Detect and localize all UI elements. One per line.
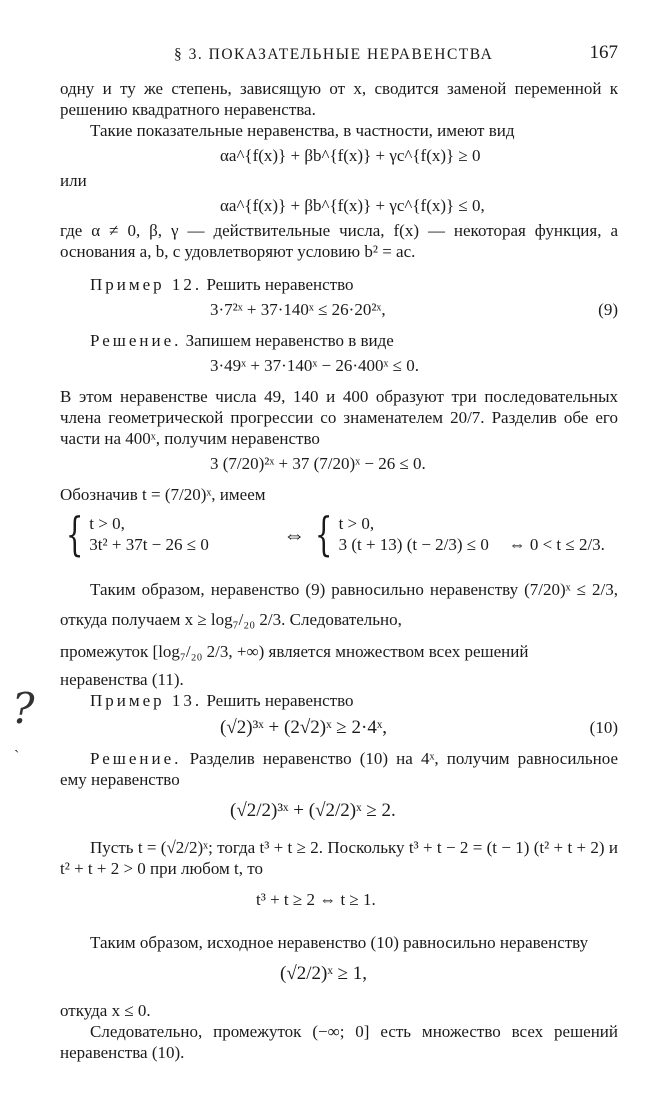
solution-12-statement bbox=[60, 330, 618, 351]
formula-f: (√2/2)ˣ ≥ 1, bbox=[280, 963, 368, 984]
paragraph-11: Следовательно, промежуток (−∞; 0] есть множество всех решений неравенства (10). bbox=[60, 1022, 618, 1062]
page-number: 167 bbox=[589, 42, 618, 63]
formula-b: αa^{f(x)} + βb^{f(x)} + γc^{f(x)} ≤ 0, bbox=[220, 196, 485, 215]
or-word: или bbox=[60, 171, 87, 190]
running-header bbox=[60, 44, 618, 78]
solution-13-label: Решение. bbox=[90, 749, 182, 768]
example-12-statement bbox=[60, 274, 618, 295]
paragraph-4: В этом неравенстве числа 49, 140 и 400 образуют три последовательных члена геометрической прогрессии со знаменателем 20/7. Разделив обе его части на 400ˣ, получим неравенство bbox=[60, 387, 618, 448]
paragraph-7b: неравенства (11). bbox=[60, 670, 184, 689]
system-result: ⇔ 0 < t ≤ 2/3. bbox=[508, 535, 605, 554]
example-13-label: Пример 13. bbox=[90, 691, 203, 710]
paragraph-5: Обозначив t = (7/20)ˣ, имеем bbox=[60, 485, 266, 504]
paragraph-6: Таким образом, неравенство (9) равносильно неравенству (7/20)ˣ ≤ 2/3, откуда получаем x ≥ log₇/₂₀ 2/3. Следовательно, bbox=[60, 580, 618, 629]
formula-9-row bbox=[60, 299, 618, 320]
equivalence-arrow: ⇔ bbox=[283, 521, 306, 547]
system-left bbox=[89, 513, 279, 555]
equation-number-9: (9) bbox=[598, 300, 618, 319]
left-brace-2: { bbox=[315, 507, 333, 561]
formula-10: (√2)³ˣ + (2√2)ˣ ≥ 2·4ˣ, bbox=[220, 717, 388, 738]
equation-number-10: (10) bbox=[589, 718, 618, 737]
section-title: § 3. ПОКАЗАТЕЛЬНЫЕ НЕРАВЕНСТВА bbox=[174, 46, 494, 63]
paragraph-3: где α ≠ 0, β, γ — действительные числа, f(x) — некоторая функция, а основания a, b, c удовлетворяют условию b² = ac. bbox=[60, 221, 618, 261]
solution-12-label: Решение. bbox=[90, 331, 182, 350]
solution-12-text: Запишем неравенство в виде bbox=[185, 331, 394, 350]
paragraph-9: Таким образом, исходное неравенство (10) равносильно неравенству bbox=[90, 933, 589, 952]
system-right-line-2: 3 (t + 13) (t − 2/3) ≤ 0 bbox=[338, 535, 489, 554]
formula-c: 3 (7/20)²ˣ + 37 (7/20)ˣ − 26 ≤ 0. bbox=[210, 454, 426, 473]
system-right bbox=[339, 513, 509, 555]
paragraph-10: откуда x ≤ 0. bbox=[60, 1001, 151, 1020]
formula-10-row bbox=[60, 717, 618, 738]
example-12-text: Решить неравенство bbox=[206, 275, 354, 294]
example-12-label: Пример 12. bbox=[90, 275, 203, 294]
left-brace-1: { bbox=[65, 507, 84, 561]
system-left-line-2: 3t² + 37t − 26 ≤ 0 bbox=[89, 535, 209, 554]
system-left-line-1: t > 0, bbox=[89, 514, 125, 533]
system-of-inequalities bbox=[60, 507, 618, 561]
paragraph-7a: промежуток [log₇/₂₀ 2/3, +∞) является множеством всех решений bbox=[60, 642, 529, 661]
formula-a: αa^{f(x)} + βb^{f(x)} + γc^{f(x)} ≥ 0 bbox=[220, 146, 481, 165]
formula-d: (√2/2)³ˣ + (√2/2)ˣ ≥ 2. bbox=[230, 800, 396, 821]
formula-e: t³ + t ≥ 2 ⇔ t ≥ 1. bbox=[256, 890, 376, 909]
paragraph-8: Пусть t = (√2/2)ˣ; тогда t³ + t ≥ 2. Поскольку t³ + t − 2 = (t − 1) (t² + t + 2) и t² + t + 2 > 0 при любом t, то bbox=[60, 838, 618, 878]
formula-solution-12: 3·49ˣ + 37·140ˣ − 26·400ˣ ≤ 0. bbox=[210, 356, 419, 375]
paragraph-2: Такие показательные неравенства, в частности, имеют вид bbox=[90, 121, 515, 140]
example-13-text: Решить неравенство bbox=[206, 691, 354, 710]
solution-13-statement bbox=[60, 748, 618, 790]
formula-9: 3·7²ˣ + 37·140ˣ ≤ 26·20²ˣ, bbox=[210, 300, 386, 319]
handwritten-tick-mark: ˋ bbox=[14, 748, 20, 765]
solution-13-text: Разделив неравенство (10) на 4ˣ, получим равносильное ему неравенство bbox=[60, 749, 619, 789]
paragraph-1: одну и ту же степень, зависящую от x, сводится заменой переменной к решению квадратного неравенства. bbox=[60, 79, 618, 119]
handwritten-question-mark: ? bbox=[12, 684, 35, 733]
system-right-line-1: t > 0, bbox=[338, 514, 375, 533]
example-13-statement bbox=[60, 690, 618, 711]
